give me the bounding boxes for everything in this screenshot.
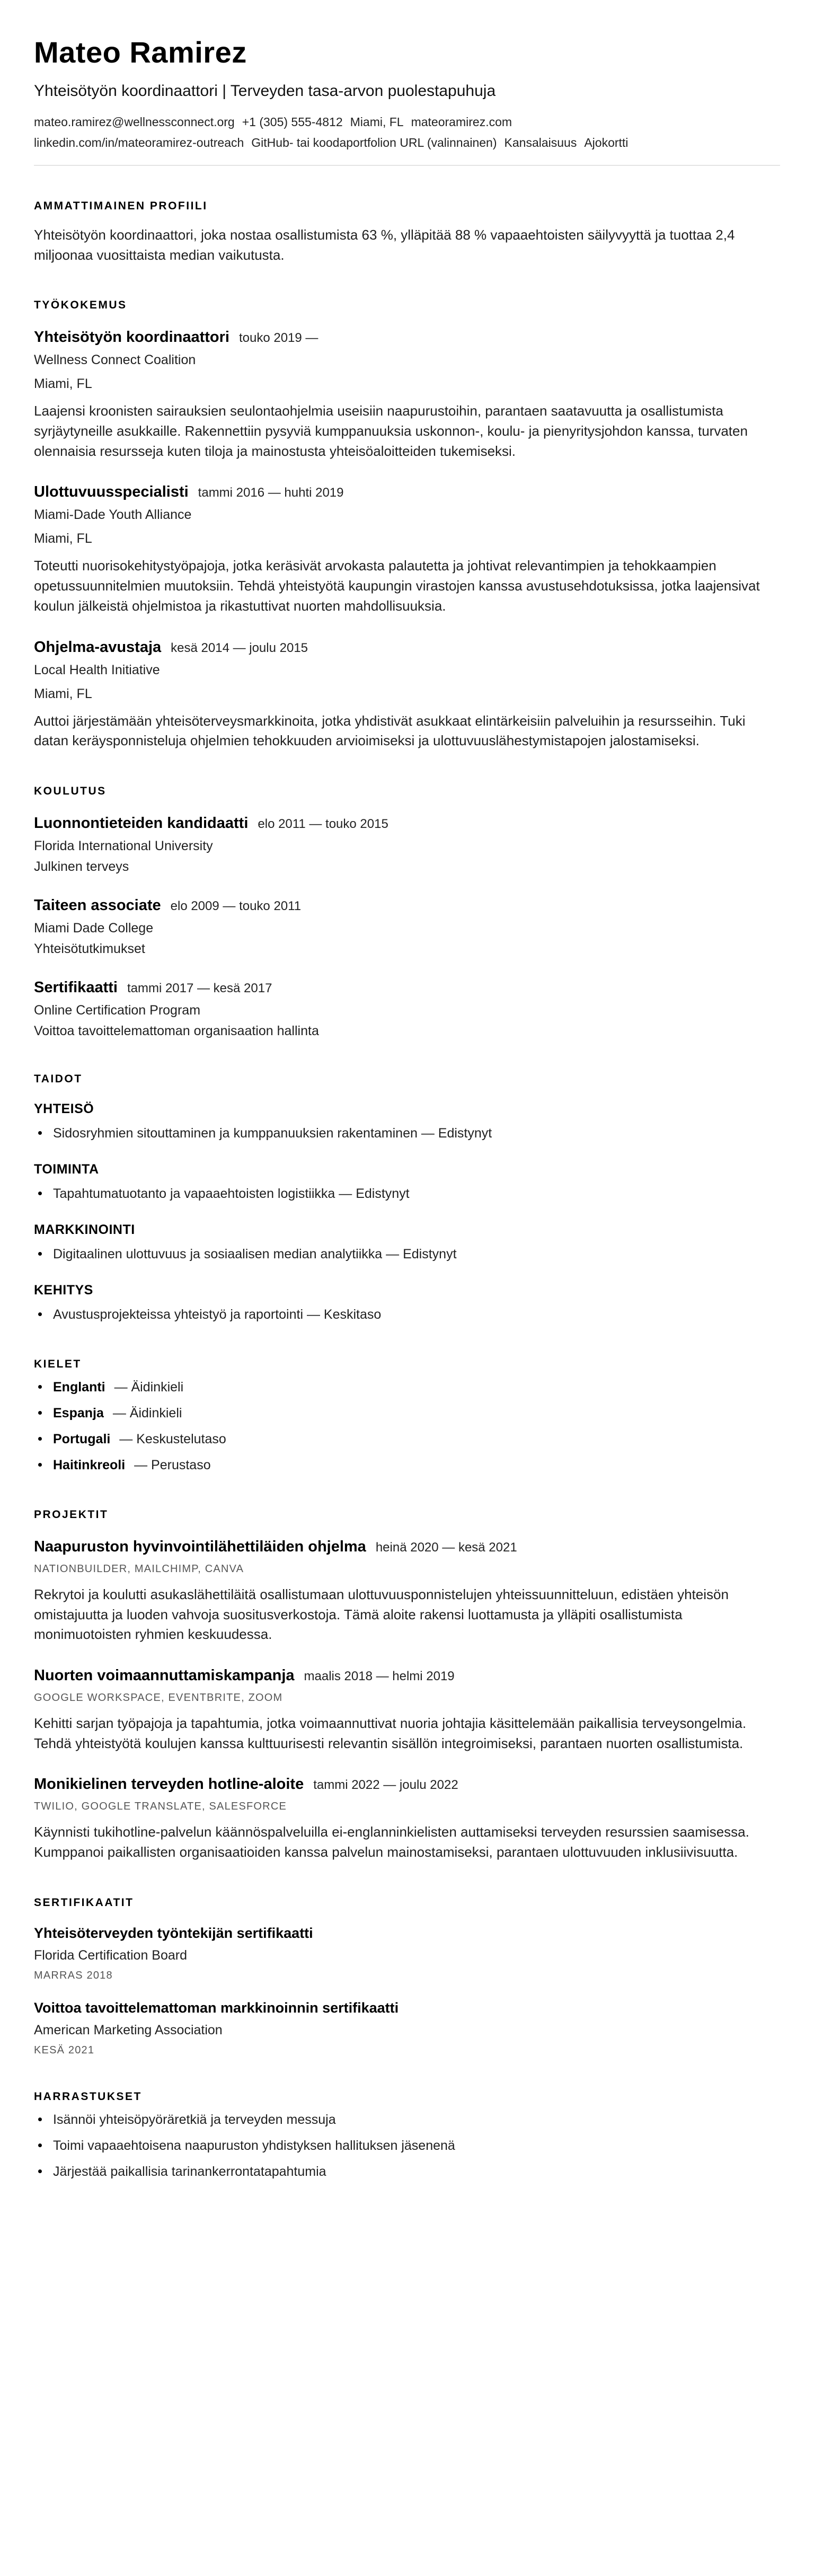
skill-group-list <box>34 1245 780 1264</box>
project-title: Nuorten voimaannuttamiskampanja <box>34 1666 295 1684</box>
experience-heading: TYÖKOKEMUS <box>34 299 127 312</box>
project-description: Kehitti sarjan työpajoja ja tapahtumia, jotka voimaannuttivat nuoria johtajia käsittelemään paikallisia terveysongelmia. Tehdä yhteistyötä koulujen kanssa kulttuurisesti relevantin sisällön integroimiseksi, parantaen nuorten osallistumista. <box>34 1715 747 1751</box>
language-item <box>34 1430 780 1449</box>
language-item <box>34 1456 780 1475</box>
job-location: Miami, FL <box>34 376 92 392</box>
contact-linkedin: linkedin.com/in/mateoramirez-outreach <box>34 136 244 149</box>
language-name: Portugali <box>53 1431 111 1446</box>
education-title-row <box>34 897 780 914</box>
section-experience <box>34 299 780 751</box>
project-title-row <box>34 1776 780 1793</box>
project-title: Naapuruston hyvinvointilähettiläiden ohjelma <box>34 1538 366 1555</box>
contact-row-secondary <box>34 136 780 150</box>
language-level: — Äidinkieli <box>114 1379 184 1395</box>
section-projects <box>34 1508 780 1863</box>
skill-group-name: TOIMINTA <box>34 1161 99 1177</box>
job-title: Ohjelma-avustaja <box>34 638 162 656</box>
certification-issuer: American Marketing Association <box>34 2022 223 2037</box>
job-location: Miami, FL <box>34 531 92 546</box>
language-name: Espanja <box>53 1405 104 1421</box>
section-skills <box>34 1073 780 1324</box>
education-field: Yhteisötutkimukset <box>34 941 145 956</box>
contact-email: mateo.ramirez@wellnessconnect.org <box>34 115 235 129</box>
project-dates: heinä 2020 — kesä 2021 <box>375 1540 517 1555</box>
project-description: Rekrytoi ja koulutti asukaslähettiläitä osallistumaan ulottuvuusponnistelujen yhteissuunnitteluun, edistäen yhteisön omistajuutta ja luoden vahvoja suositusverkostoja. Tämä aloite rakensi luottamusta ja ylläpiti osallistumista monimuotoisten ryhmien keskuudessa. <box>34 1586 729 1643</box>
education-school: Miami Dade College <box>34 920 154 936</box>
language-level: — Äidinkieli <box>112 1405 182 1421</box>
language-item <box>34 1378 780 1397</box>
skill-item: Avustusprojekteissa yhteistyö ja raportointi — Keskitaso <box>34 1305 780 1324</box>
resume-headline: Yhteisötyön koordinaattori | Terveyden tasa-arvon puolestapuhuja <box>34 82 496 100</box>
contact-phone: +1 (305) 555-4812 <box>242 115 343 129</box>
section-profile <box>34 200 780 265</box>
job-dates: kesä 2014 — joulu 2015 <box>171 640 308 655</box>
education-field: Voittoa tavoittelemattoman organisaation hallinta <box>34 1023 319 1038</box>
skills-heading: TAIDOT <box>34 1072 83 1085</box>
certification-issuer: Florida Certification Board <box>34 1947 188 1963</box>
job-entry <box>34 329 780 461</box>
certifications-heading: SERTIFIKAATIT <box>34 1896 134 1909</box>
hobby-item: Järjestää paikallisia tarinankerrontatapahtumia <box>34 2163 780 2181</box>
job-description: Toteutti nuorisokehitystyöpajoja, jotka keräsivät arvokasta palautetta ja johtivat relevantimpien ja tehokkaampien opetussuunnitelmien muutoksiin. Tehdä yhteistyötä kaupungin virastojen kanssa avustusehdotuksissa, jotka laajensivat koulun jälkeistä ohjelmistoa ja rikastuttivat nuorten mahdollisuuksia. <box>34 558 760 614</box>
project-title-row <box>34 1538 780 1556</box>
hobby-list <box>34 2111 780 2181</box>
job-description: Auttoi järjestämään yhteisöterveysmarkkinoita, jotka yhdistivät asukkaat elintärkeisiin palveluihin ja resursseihin. Tuki datan keräysponnisteluja ohjelmien tehokkuuden arvioimiseksi ja ulottuvuuslähestymistapojen jalostamiseksi. <box>34 712 746 749</box>
education-field: Julkinen terveys <box>34 859 129 874</box>
profile-heading: AMMATTIMAINEN PROFIILI <box>34 200 208 212</box>
project-entry <box>34 1667 780 1753</box>
project-tools: TWILIO, GOOGLE TRANSLATE, SALESFORCE <box>34 1801 287 1813</box>
education-school: Florida International University <box>34 838 213 853</box>
skill-item: Sidosryhmien sitouttaminen ja kumppanuuksien rakentaminen — Edistynyt <box>34 1124 780 1143</box>
projects-heading: PROJEKTIT <box>34 1508 109 1521</box>
certification-date: KESÄ 2021 <box>34 2044 95 2056</box>
education-title-row <box>34 979 780 996</box>
project-dates: tammi 2022 — joulu 2022 <box>313 1778 458 1793</box>
skill-group-list <box>34 1305 780 1324</box>
job-title: Yhteisötyön koordinaattori <box>34 329 229 346</box>
education-degree: Sertifikaatti <box>34 978 118 996</box>
job-company: Wellness Connect Coalition <box>34 352 196 368</box>
skill-group-name: MARKKINOINTI <box>34 1222 135 1237</box>
project-title: Monikielinen terveyden hotline-aloite <box>34 1776 304 1793</box>
hobby-item: Isännöi yhteisöpyöräretkiä ja terveyden messuja <box>34 2111 780 2129</box>
certification-entry <box>34 2000 780 2057</box>
project-title-row <box>34 1667 780 1684</box>
resume-name: Mateo Ramirez <box>34 36 247 69</box>
project-entry <box>34 1776 780 1862</box>
job-title-row <box>34 329 780 346</box>
contact-github-placeholder: GitHub- tai koodaportfolion URL (valinnainen) <box>251 136 497 149</box>
section-hobbies <box>34 2090 780 2181</box>
job-entry <box>34 483 780 616</box>
skill-item: Digitaalinen ulottuvuus ja sosiaalisen median analytiikka — Edistynyt <box>34 1245 780 1264</box>
education-entry <box>34 897 780 957</box>
job-company: Miami-Dade Youth Alliance <box>34 507 192 523</box>
profile-text: Yhteisötyön koordinaattori, joka nostaa osallistumista 63 %, ylläpitää 88 % vapaaehtoisten säilyvyyttä ja tuottaa 2,4 miljoonaa vuosittaista median vaikutusta. <box>34 227 735 263</box>
education-school: Online Certification Program <box>34 1002 201 1018</box>
languages-heading: KIELET <box>34 1357 82 1370</box>
contact-citizenship: Kansalaisuus <box>504 136 577 149</box>
education-title-row <box>34 815 780 832</box>
skill-group-name: KEHITYS <box>34 1282 93 1298</box>
contact-location: Miami, FL <box>350 115 404 129</box>
job-dates: touko 2019 — <box>238 331 318 346</box>
education-dates: elo 2009 — touko 2011 <box>170 898 302 913</box>
job-title-row <box>34 639 780 656</box>
education-dates: elo 2011 — touko 2015 <box>258 816 388 831</box>
job-title: Ulottuvuusspecialisti <box>34 483 189 501</box>
language-item <box>34 1404 780 1423</box>
job-company: Local Health Initiative <box>34 662 160 677</box>
job-location: Miami, FL <box>34 686 92 701</box>
project-tools: GOOGLE WORKSPACE, EVENTBRITE, ZOOM <box>34 1691 283 1704</box>
contact-driving-license: Ajokortti <box>584 136 629 149</box>
language-name: Haitinkreoli <box>53 1457 126 1472</box>
project-dates: maalis 2018 — helmi 2019 <box>304 1669 455 1683</box>
skill-group-list <box>34 1124 780 1143</box>
skill-group-list <box>34 1185 780 1203</box>
education-dates: tammi 2017 — kesä 2017 <box>127 981 272 995</box>
job-dates: tammi 2016 — huhti 2019 <box>198 486 344 500</box>
section-languages <box>34 1358 780 1475</box>
job-title-row <box>34 483 780 501</box>
job-description: Laajensi kroonisten sairauksien seulontaohjelmia useisiin naapurustoihin, parantaen saatavuutta ja osallistumista syrjäytyneille asukkaille. Rakennettiin pysyviä kumppanuuksia uskonnon-, koulu- ja pienyritysjohdon kanssa, turvaten olennaisia resursseja kuten tiloja ja mainostusta yhteisöaloitteiden tukemiseksi. <box>34 403 748 459</box>
education-entry <box>34 815 780 875</box>
hobbies-heading: HARRASTUKSET <box>34 2090 142 2103</box>
resume-header <box>34 35 780 166</box>
project-description: Käynnisti tukihotline-palvelun käännöspalveluilla ei-englanninkielisten auttamiseksi terveyden resurssien saamisessa. Kumppanoi paikallisten organisaatioiden kanssa palvelun mainostamiseksi, parantaen ulottuvuuden inklusiivisuutta. <box>34 1824 749 1860</box>
skill-group-name: YHTEISÖ <box>34 1101 94 1116</box>
language-level: — Perustaso <box>134 1457 211 1472</box>
education-entry <box>34 979 780 1039</box>
certification-entry <box>34 1925 780 1982</box>
language-level: — Keskustelutaso <box>119 1431 226 1446</box>
contact-website: mateoramirez.com <box>411 115 512 129</box>
skill-item: Tapahtumatuotanto ja vapaaehtoisten logistiikka — Edistynyt <box>34 1185 780 1203</box>
certification-date: MARRAS 2018 <box>34 1969 113 1981</box>
job-entry <box>34 639 780 751</box>
education-heading: KOULUTUS <box>34 784 107 797</box>
section-certifications <box>34 1896 780 2057</box>
hobby-item: Toimi vapaaehtoisena naapuruston yhdistyksen hallituksen jäsenenä <box>34 2137 780 2155</box>
project-entry <box>34 1538 780 1645</box>
certification-title: Yhteisöterveyden työntekijän sertifikaatti <box>34 1925 313 1941</box>
education-degree: Taiteen associate <box>34 896 161 914</box>
language-list <box>34 1378 780 1475</box>
header-divider <box>34 165 780 166</box>
section-education <box>34 785 780 1039</box>
project-tools: NATIONBUILDER, MAILCHIMP, CANVA <box>34 1563 244 1575</box>
certification-title: Voittoa tavoittelemattoman markkinoinnin sertifikaatti <box>34 1999 399 2016</box>
language-name: Englanti <box>53 1379 105 1395</box>
contact-row-primary <box>34 115 780 129</box>
education-degree: Luonnontieteiden kandidaatti <box>34 814 249 832</box>
